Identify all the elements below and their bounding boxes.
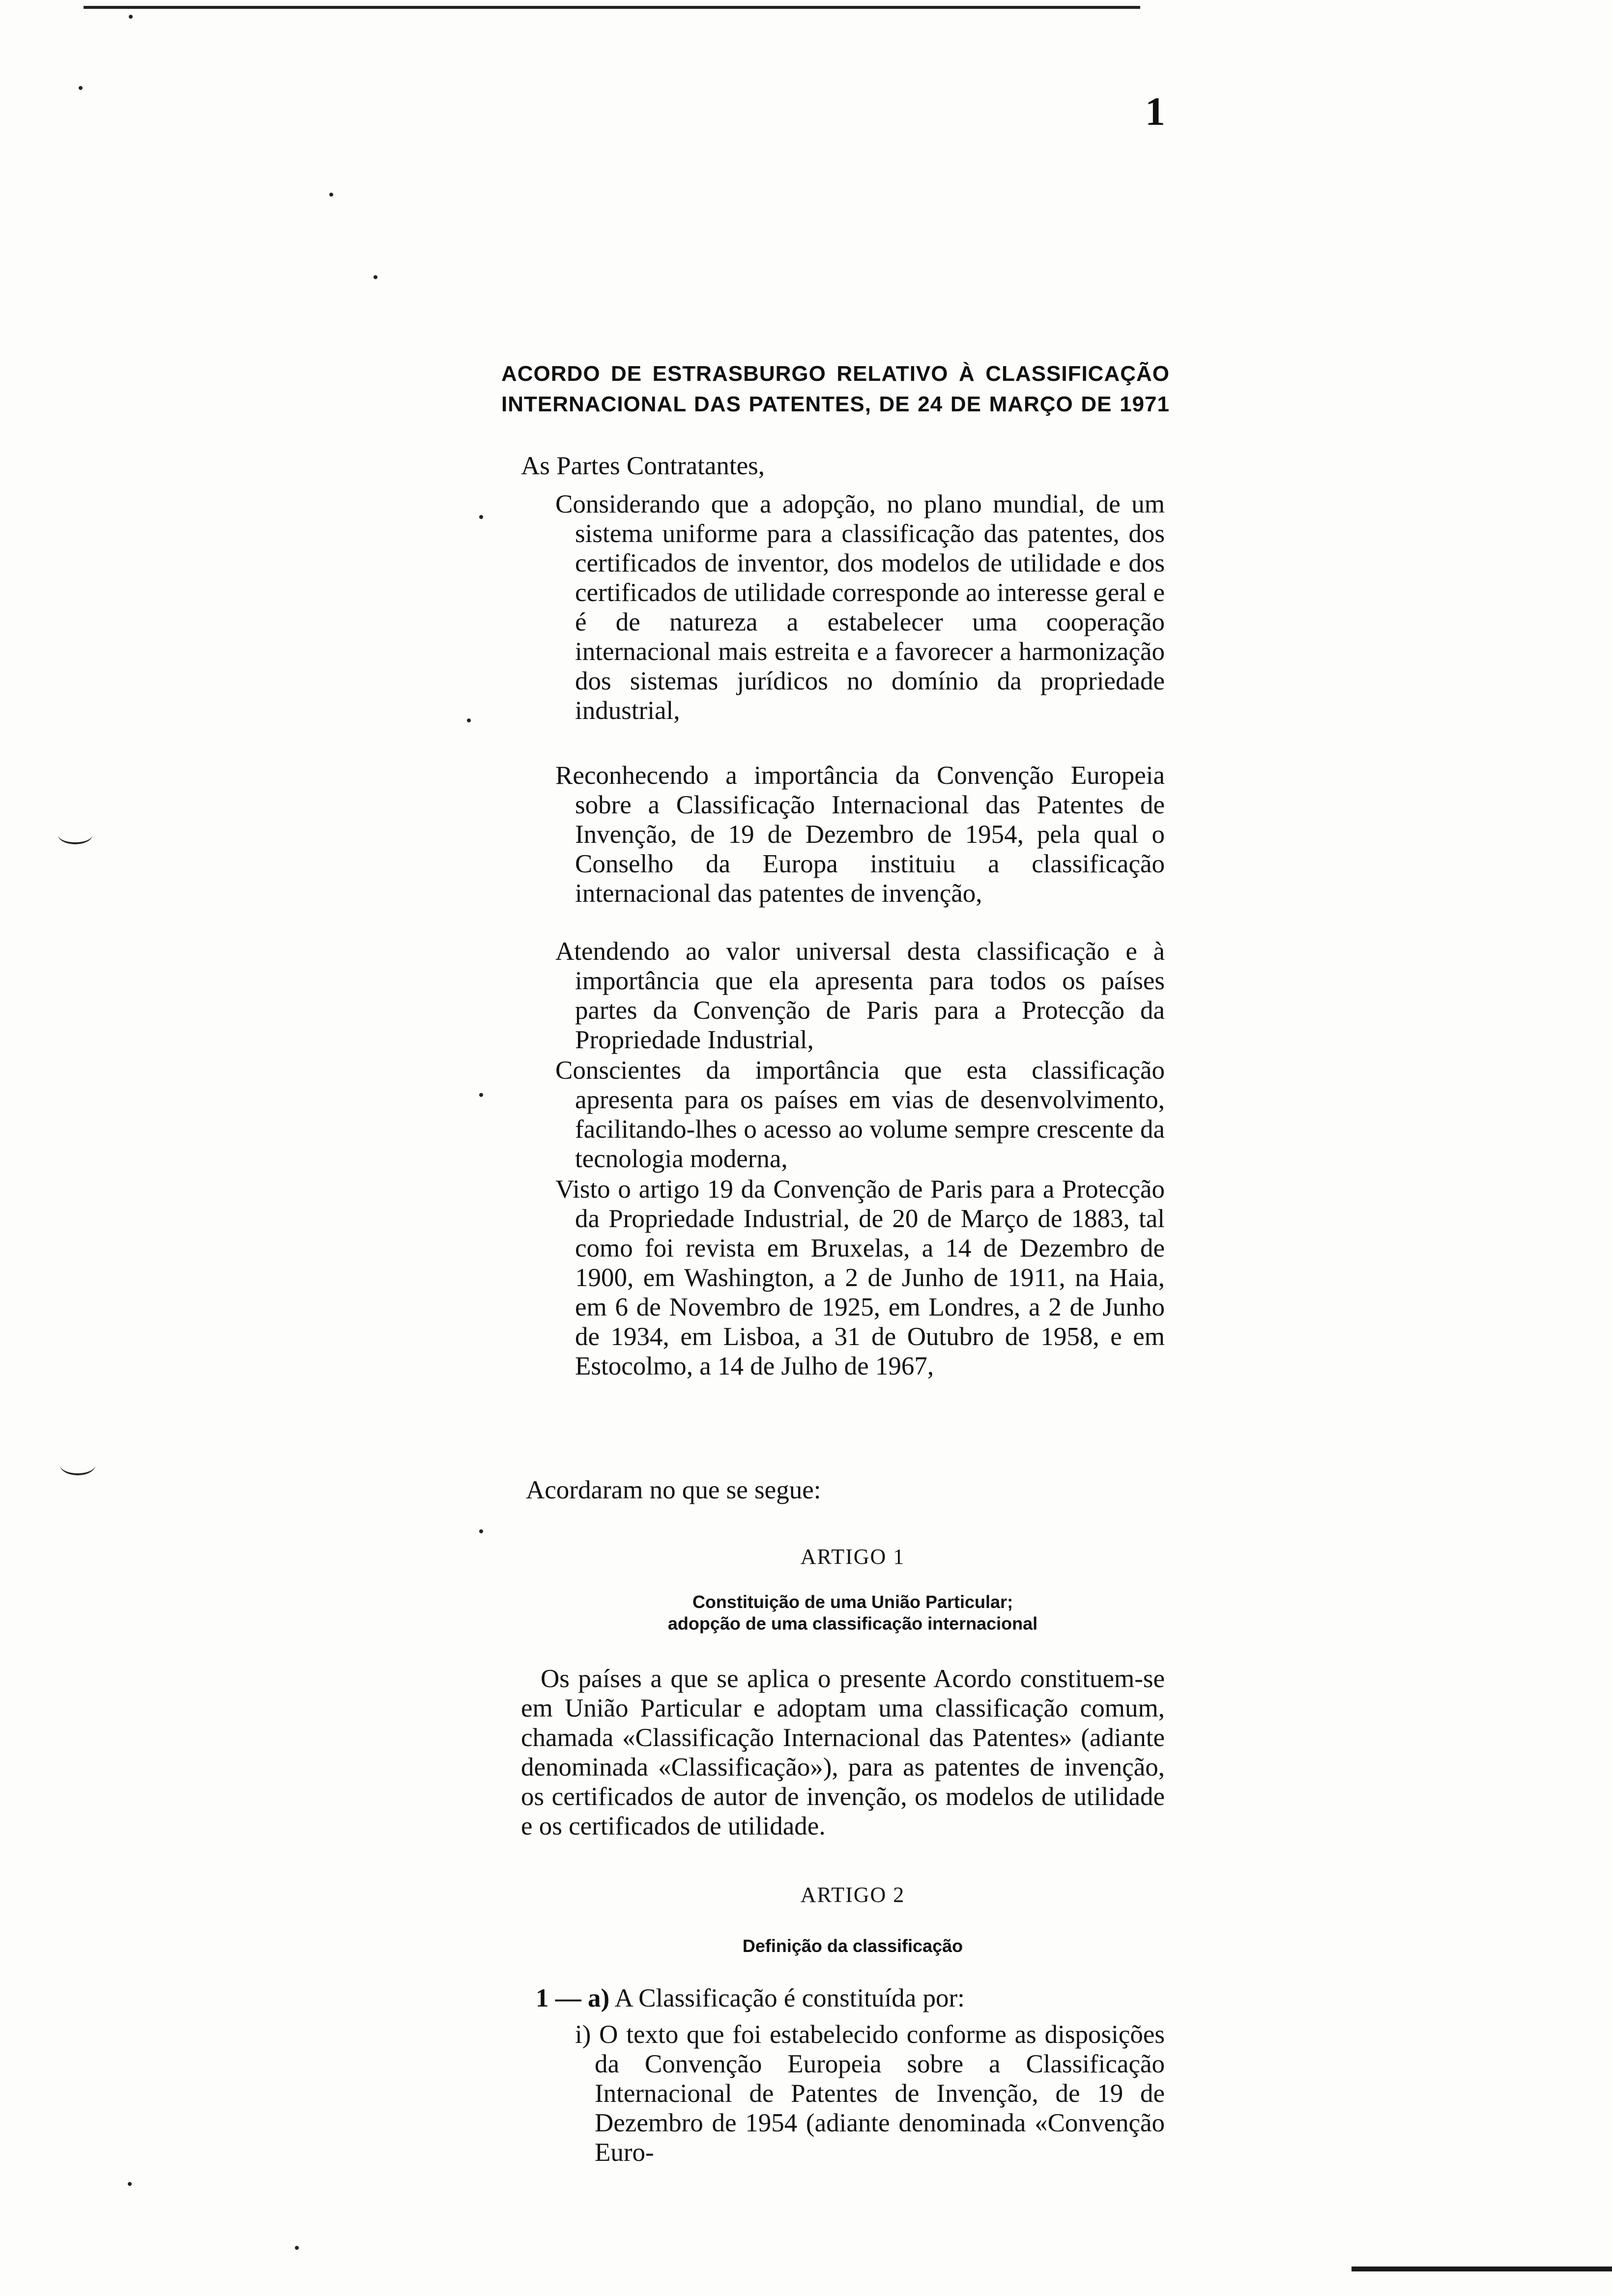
scan-mark — [58, 826, 92, 844]
article-2-clause — [536, 1983, 1165, 2013]
preamble-paragraph: Visto o artigo 19 da Convenção de Paris para a Protecção da Propriedade Industrial, de 20 de Março de 1883, tal como foi revista em Bruxelas, a 14 de Dezembro de 1900, em Washington, a 2 de Junho de 1911, na Haia, em 6 de Novembro de 1925, em Londres, a 2 de Junho de 1934, em Lisboa, a 31 de Outubro de 1958, e em Estocolmo, a 14 de Julho de 1967, — [555, 1175, 1165, 1380]
article-1-body: Os países a que se aplica o presente Acordo constituem-se em União Particular e adoptam uma classificação comum, chamada «Classificação Internacional das Patentes» (adiante denominada «Classificação»), para as patentes de invenção, os certificados de autor de invenção, os modelos de utilidade e os certificados de utilidade. — [521, 1665, 1165, 1840]
scan-mark — [60, 1455, 95, 1475]
scan-speck — [128, 2182, 132, 2186]
scan-speck — [79, 86, 83, 90]
article-2-clause-number: 1 — a) — [536, 1984, 610, 2012]
article-1-heading: ARTIGO 1 — [800, 1545, 905, 1569]
scan-speck — [329, 193, 333, 197]
page-number: 1 — [1145, 89, 1165, 134]
scan-speck — [467, 718, 471, 722]
article-2-heading: ARTIGO 2 — [800, 1883, 905, 1907]
scan-speck — [129, 15, 133, 19]
scan-speck — [374, 275, 377, 279]
document-title: ACORDO DE ESTRASBURGO RELATIVO À CLASSIFICAÇÃO INTERNACIONAL DAS PATENTES, DE 24 DE MARÇO DE 1971 — [501, 362, 1170, 416]
article-1-subtitle-line: Constituição de uma União Particular; — [692, 1592, 1013, 1612]
scan-speck — [479, 515, 483, 519]
article-2-item-i: i) O texto que foi estabelecido conforme as disposições da Convenção Europeia sobre a Classificação Internacional de Patentes de Invenção, de 19 de Dezembro de 1954 (adiante denominada «Convenção Euro- — [575, 2020, 1165, 2167]
article-2-clause-text: A Classificação é constituída por: — [614, 1984, 965, 2012]
scan-speck — [479, 1529, 483, 1533]
preamble-paragraph: Considerando que a adopção, no plano mundial, de um sistema uniforme para a classificação das patentes, dos certificados de inventor, dos modelos de utilidade e dos certificados de utilidade corresponde ao interesse geral e é de natureza a estabelecer uma cooperação internacional mais estreita e a favorecer a harmonização dos sistemas jurídicos no domínio da propriedade industrial, — [555, 490, 1165, 725]
preamble-paragraph: Conscientes da importância que esta classificação apresenta para os países em vias de desenvolvimento, facilitando-lhes o acesso ao volume sempre crescente da tecnologia moderna, — [555, 1056, 1165, 1173]
preamble-paragraph: Reconhecendo a importância da Convenção Europeia sobre a Classificação Internacional das Patentes de Invenção, de 19 de Dezembro de 1954, pela qual o Conselho da Europa instituiu a classificação internacional das patentes de invenção, — [555, 761, 1165, 908]
scan-bottom-edge — [1352, 2267, 1612, 2271]
agreement-clause: Acordaram no que se segue: — [526, 1476, 821, 1504]
scan-speck — [295, 2246, 299, 2250]
article-1-subtitle — [541, 1591, 1165, 1635]
article-2-subtitle: Definição da classificação — [742, 1936, 963, 1956]
scan-speck — [479, 1093, 483, 1097]
preamble-intro: As Partes Contratantes, — [521, 452, 765, 480]
article-1-subtitle-line: adopção de uma classificação internacional — [667, 1613, 1038, 1634]
preamble-paragraph: Atendendo ao valor universal desta classificação e à importância que ela apresenta para todos os países partes da Convenção de Paris para a Protecção da Propriedade Industrial, — [555, 937, 1165, 1054]
scan-top-edge — [84, 6, 1140, 9]
